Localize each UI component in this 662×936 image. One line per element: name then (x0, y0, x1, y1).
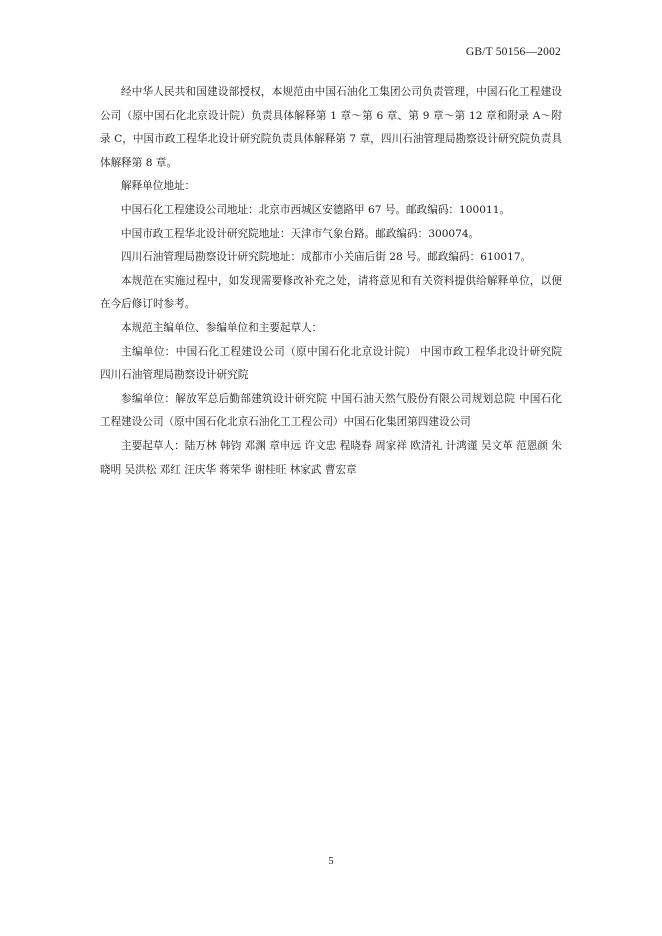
paragraph-participating-units: 参编单位：解放军总后勤部建筑设计研究院 中国石油天然气股份有限公司规划总院 中国石化工程建设公司（原中国石化北京石油化工工程公司）中国石化集团第四建设公司 (100, 392, 562, 429)
paragraph-chief-units: 主编单位：中国石化工程建设公司（原中国石化北京设计院） 中国市政工程华北设计研究院 四川石油管理局勘察设计研究院 (100, 345, 562, 382)
paragraph-address-sinopec: 中国石化工程建设公司地址：北京市西城区安德路甲 67 号。邮政编码：100011。 (121, 203, 511, 216)
paragraph-address-north-china: 中国市政工程华北设计研究院地址：天津市气象台路。邮政编码：300074。 (121, 227, 480, 240)
paragraph-address-sichuan: 四川石油管理局勘察设计研究院地址：成都市小关庙后街 28 号。邮政编码：610017。 (121, 251, 532, 264)
paragraph-address-heading: 解释单位地址： (121, 180, 196, 193)
page-number: 5 (328, 856, 334, 867)
body-text (100, 81, 562, 482)
paragraph-units-heading: 本规范主编单位、参编单位和主要起草人： (121, 321, 323, 334)
paragraph-feedback: 本规范在实施过程中，如发现需要修改补充之处，请将意见和有关资料提供给解释单位，以便在今后修订时参考。 (100, 274, 562, 311)
standard-code-header: GB/T 50156—2002 (465, 46, 561, 58)
paragraph-main-drafters: 主要起草人：陆万林 韩钧 邓渊 章申远 许文忠 程晓春 周家祥 欧清礼 计鸿谨 吴文革 范恩颜 朱晓明 吴洪松 邓红 汪庆华 蒋荣华 谢桂旺 林家武 曹宏章 (100, 439, 562, 476)
paragraph-authorization: 经中华人民共和国建设部授权，本规范由中国石油化工集团公司负责管理，中国石化工程建设公司（原中国石化北京设计院）负责具体解释第 1 章～第 6 章、第 9 章～第 12 章和附录 A～附录 C，中国市政工程华北设计研究院负责具体解释第 7 章，四川石油管理局勘察设计研究院负责具体解释第 8 章。 (100, 86, 562, 169)
